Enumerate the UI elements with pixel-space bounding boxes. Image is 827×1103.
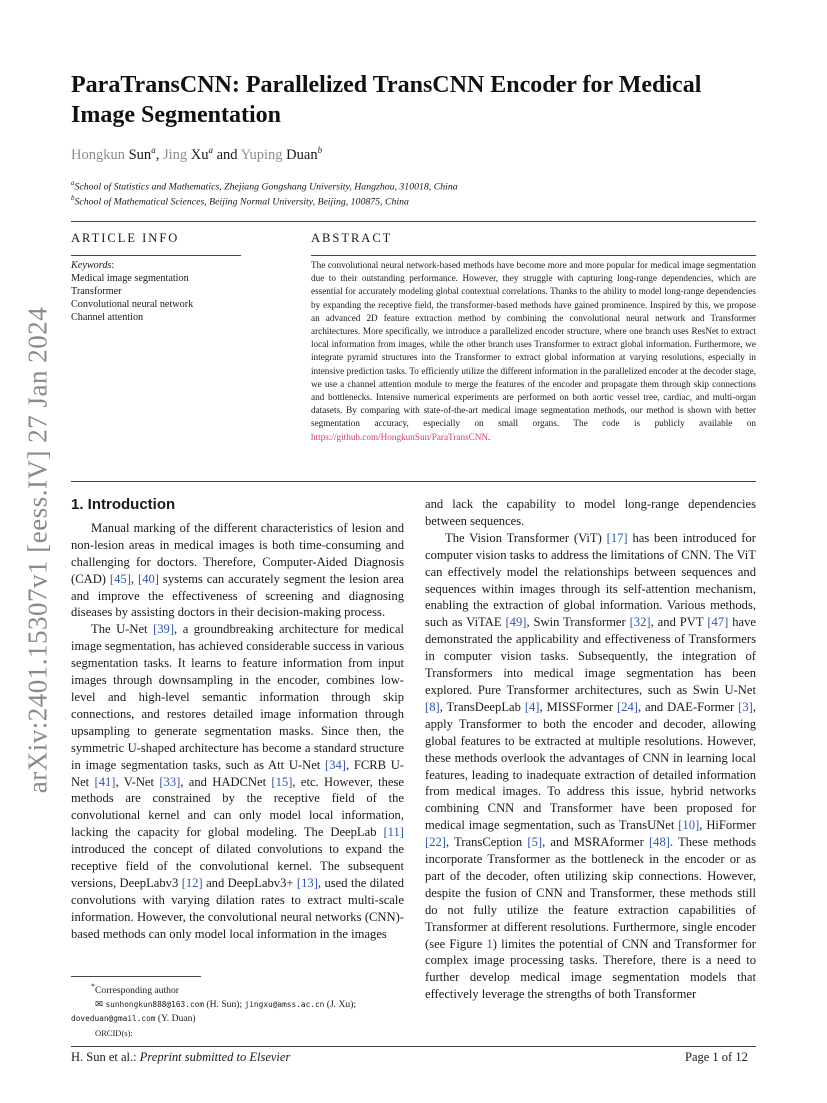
affiliation-mark: a (208, 145, 213, 155)
intro-left-column (71, 497, 404, 943)
citation-link[interactable]: [15] (271, 774, 293, 789)
intro-right-column (425, 496, 756, 1003)
citation-link[interactable]: [24] (616, 699, 638, 714)
affiliation-mark: a (151, 145, 156, 155)
abstract-rule (311, 255, 756, 256)
affiliation-b: $^b$School of Mathematical Sciences, Beijing Normal University, Beijing, 100875, China (71, 194, 409, 208)
paper-title: ParaTransCNN: Parallelized TransCNN Encoder for Medical Image Segmentation (71, 72, 702, 128)
citation-link[interactable]: [47] (707, 615, 729, 630)
keyword: Transformer (71, 286, 122, 297)
citation-link[interactable]: [32] (629, 615, 651, 630)
page-number: Page 1 of 12 (685, 1050, 748, 1064)
footnotes: *Corresponding author ✉ sunhongkun888@163.com (H. Sun); jingxu@amss.ac.cn (J. Xu); doveduan@gmail.com (Y. Duan) ORCID(s): (71, 982, 357, 1039)
citation-link[interactable]: [5] (527, 835, 543, 850)
citation-link[interactable]: [48] (648, 835, 670, 850)
citation-link[interactable]: [41] (94, 774, 116, 789)
author-family-name: Duan (286, 146, 318, 163)
paragraph: Manual marking of the different characteristics of lesion and non-lesion areas in medical images is both time-consuming and challenging for doctors. Therefore, Computer-Aided Diagnosis (CAD) [45], [40] systems can accurately segment the lesion area and improve the effectiveness of screening and diagnosing diseases by assisting doctors in their decision-making process. (71, 520, 404, 620)
affiliation-mark: b (317, 145, 323, 155)
article-info-heading: ARTICLE INFO (71, 231, 180, 245)
citation-link[interactable]: [13] (296, 875, 318, 890)
section-heading: 1. Introduction (71, 496, 176, 513)
citation-link[interactable]: [12] (181, 875, 203, 890)
citation-link[interactable]: [4] (524, 699, 540, 714)
abstract-divider (71, 481, 756, 482)
abstract-heading: ABSTRACT (311, 231, 393, 245)
article-info-rule (71, 255, 241, 256)
footer-divider (71, 1046, 756, 1047)
citation-link[interactable]: [34] (325, 757, 346, 772)
citation-link[interactable]: [33] (159, 774, 181, 789)
citation-link[interactable]: [45] (109, 571, 131, 586)
keyword: Medical image segmentation (71, 273, 189, 284)
author-list: Hongkun Sun$^a$, Jing Xu$^a$ and Yuping Duan$^b$ (71, 145, 323, 163)
citation-link[interactable]: 1 (486, 936, 493, 951)
citation-link[interactable]: [22] (425, 835, 446, 850)
author-given-name: Yuping (240, 146, 287, 163)
paragraph: The Vision Transformer (ViT) [17] has been introduced for computer vision tasks to address the limitations of CNN. The ViT can effectively model the relationships between sequences and sequences within images through its self-attention mechanism, enabling the extraction of global information. Various methods, such as ViTAE [49], Swin Transformer [32], and PVT [47] have demonstrated the applicability and effectiveness of Transformers in computer vision tasks. Subsequently, the integration of Transformers into medical image segmentation has been explored. Pure Transformer architectures, such as Swin U-Net [8], TransDeepLab [4], MISSFormer [24], and DAE-Former [3], apply Transformer to both the encoder and decoder, allowing global features to be extracted at multiple resolutions. However, these methods overlook the advantages of CNN in learning local features, leading to inadequate extraction of detailed information from medical images. To address this issue, hybrid networks combining CNN and Transformer have been proposed for medical image segmentation, such as TransUNet [10], HiFormer [22], TransCeption [5], and MSRAformer [48]. These methods incorporate Transformer as the bottleneck in the encoder or as part of the decoder, often utilizing skip connections. However, despite the fusion of CNN and Transformer, these methods still do not fully utilize the feature extraction capabilities of Transformer at different resolutions. Furthermore, single encoder (see Figure 1) limites the potential of CNN and Transformer for complex image processing tasks. Therefore, there is a need to further develop medical image segmentation models that effectively leverage the strengths of both Transformer (425, 530, 757, 1002)
author-given-name: Hongkun (71, 146, 129, 163)
footer-left: H. Sun et al.: Preprint submitted to Elsevier (71, 1050, 291, 1064)
citation-link[interactable]: [17] (606, 530, 628, 545)
keyword: Channel attention (71, 312, 144, 323)
citation-link[interactable]: [11] (383, 825, 404, 840)
email-link[interactable]: sunhongkun888@163.com (105, 1000, 205, 1010)
code-link[interactable]: https://github.com/HongkunSun/ParaTransCNN (311, 431, 489, 442)
abstract-text: The convolutional neural network-based methods have become more and more popular for medical image segmentation due to their outstanding performance. However, they struggle with capturing long-range dependencies, which are essential for accurately modeling global contextual correlations. Thanks to the ability to model long-range dependencies by expanding the receptive field, the transformer-based methods have gained prominence. Inspired by this, we propose an advanced 2D feature extraction method by combining the convolutional neural network and Transformer architectures. More specifically, we introduce a parallelized encoder structure, where one branch uses ResNet to extract local information from images, while the other branch uses Transformer to extract global information. Furthermore, we integrate pyramid structures into the Transformer to extract global information at varying resolutions, especially in intensive prediction tasks. To efficiently utilize the different information in the parallelized encoder at the decoder stage, we use a channel attention module to merge the features of the encoder and propagate them through skip connections and bottlenecks. Intensive numerical experiments are performed on both aortic vessel tree, cardiac, and multi-organ datasets. By comparing with state-of-the-art medical image segmentation methods, our method is shown with better segmentation accuracy, especially on small organs. The code is publicly available on https://github.com/HongkunSun/ParaTransCNN. (311, 260, 756, 442)
citation-link[interactable]: [49] (505, 615, 527, 630)
author-given-name: Jing (162, 146, 191, 163)
header-divider (71, 221, 756, 222)
paragraph: and lack the capability to model long-range dependencies between sequences. (425, 497, 756, 528)
citation-link[interactable]: [3] (738, 699, 753, 714)
email-link[interactable]: jingxu@amss.ac.cn (244, 1000, 325, 1010)
keyword: Convolutional neural network (71, 299, 194, 310)
envelope-icon: ✉ (95, 999, 104, 1011)
footnote-rule (71, 976, 201, 977)
citation-link[interactable]: [10] (678, 818, 700, 833)
citation-link[interactable]: [8] (425, 699, 440, 714)
keywords-block: Keywords: Medical image segmentation Transformer Convolutional neural network Channel attention (71, 260, 194, 323)
affiliation-a: $^a$School of Statistics and Mathematics, Zhejiang Gongshang University, Hangzhou, 310018, China (71, 179, 458, 193)
arxiv-id: arXiv:2401.15307v1 [eess.IV] 27 Jan 2024 (22, 306, 53, 794)
citation-link[interactable]: [39] (153, 622, 175, 637)
email-link[interactable]: doveduan@gmail.com (71, 1014, 156, 1024)
author-family-name: Xu (190, 146, 209, 163)
author-family-name: Sun (128, 146, 152, 163)
citation-link[interactable]: [40] (138, 571, 159, 586)
paragraph: The U-Net [39], a groundbreaking architecture for medical image segmentation, has achieved considerable success in various segmentation tasks. It learns to feature information from input images through downsampling in the encoder, combines low-level and high-level semantic information through skip connections, and restores detailed image information through upsampling to generate segmentation masks. Since then, the symmetric U-shaped architecture has become a standard structure in image segmentation tasks, such as Att U-Net [34], FCRB U-Net [41], V-Net [33], and HADCNet [15], etc. However, these methods are constrained by the receptive field of the convolutional kernel and can only model local information, lacking the capacity for global modeling. The DeepLab [11] introduced the concept of dilated convolutions to expand the receptive field of the convolutional kernel. The subsequent versions, DeepLabv3 [12] and DeepLabv3+ [13], used the dilated convolutions with varying dilation rates to extract multi-scale information. However, the convolutional neural networks (CNN)-based methods can only model local information in the images (71, 622, 405, 941)
arxiv-side-stamp (18, 300, 58, 800)
